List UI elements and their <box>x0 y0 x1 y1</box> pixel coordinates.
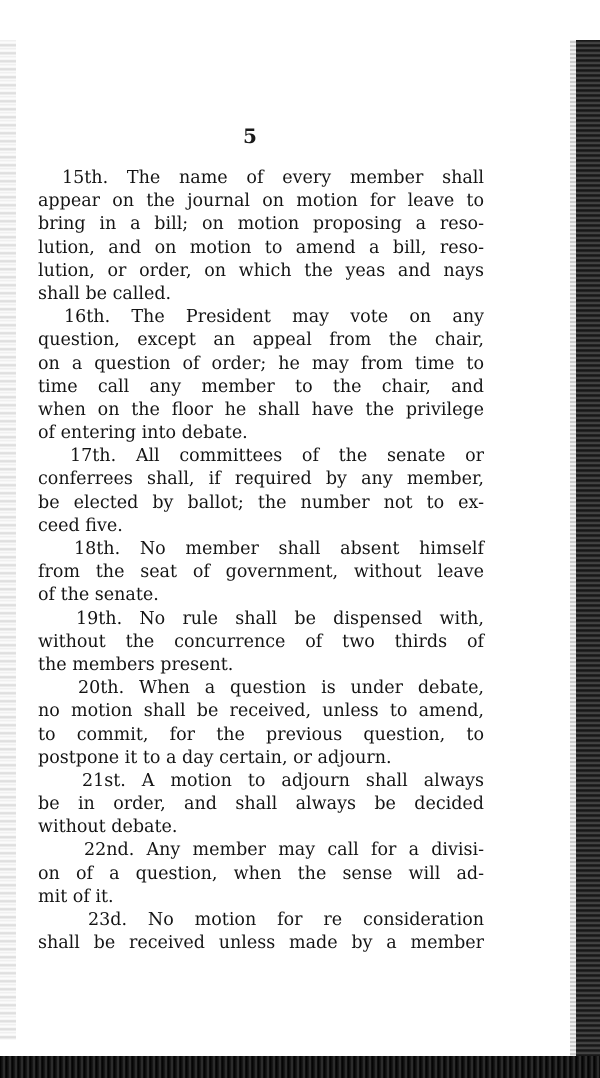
text-line: of the senate. <box>38 585 159 606</box>
text-line: 21st. A motion to adjourn shall always <box>82 770 484 791</box>
page-bottom-edge <box>0 1056 600 1078</box>
text-line: the members present. <box>38 654 234 675</box>
text-line: be in order, and shall always be decided <box>38 794 484 815</box>
text-line: without debate. <box>38 817 178 838</box>
text-line: lution, or order, on which the yeas and nays <box>38 260 484 281</box>
text-line: question, except an appeal from the chair, <box>38 330 484 351</box>
text-line: 16th. The President may vote on any <box>64 307 484 328</box>
text-line: from the seat of government, without leave <box>38 562 484 583</box>
text-line: 20th. When a question is under debate, <box>78 678 484 699</box>
text-line: of entering into debate. <box>38 423 248 444</box>
text-line: to commit, for the previous question, to <box>38 724 484 745</box>
text-line: without the concurrence of two thirds of <box>38 631 484 652</box>
page-left-edge <box>0 40 16 1040</box>
text-line: 17th. All committees of the senate or <box>70 446 484 467</box>
text-line: lution, and on motion to amend a bill, reso- <box>38 237 484 258</box>
text-line: 18th. No member shall absent himself <box>74 539 484 559</box>
text-line: on a question of order; he may from time to <box>38 353 484 374</box>
text-line: time call any member to the chair, and <box>38 376 484 397</box>
text-line: bring in a bill; on motion proposing a reso- <box>38 214 484 235</box>
text-line: 19th. No rule shall be dispensed with, <box>76 608 484 629</box>
page-number: 5 <box>243 124 257 148</box>
rules-text <box>38 167 484 955</box>
text-line: be elected by ballot; the number not to ex- <box>38 492 484 513</box>
text-line: shall be received unless made by a member <box>38 933 484 954</box>
text-line: mit of it. <box>38 886 114 907</box>
text-line: postpone it to a day certain, or adjourn. <box>38 747 392 768</box>
text-line: when on the floor he shall have the privilege <box>38 399 484 420</box>
text-line: on of a question, when the sense will ad- <box>38 863 484 884</box>
text-line: appear on the journal on motion for leave to <box>38 191 484 212</box>
text-line: ceed five. <box>38 515 123 536</box>
text-line: conferrees shall, if required by any member, <box>38 469 484 490</box>
text-line: shall be called. <box>38 283 172 304</box>
text-line: no motion shall be received, unless to amend, <box>38 701 484 722</box>
book-binding-edge <box>570 40 600 1070</box>
text-line: 23d. No motion for re consideration <box>88 910 484 930</box>
text-line: 22nd. Any member may call for a divisi- <box>84 840 484 861</box>
text-line: 15th. The name of every member shall <box>62 168 484 188</box>
